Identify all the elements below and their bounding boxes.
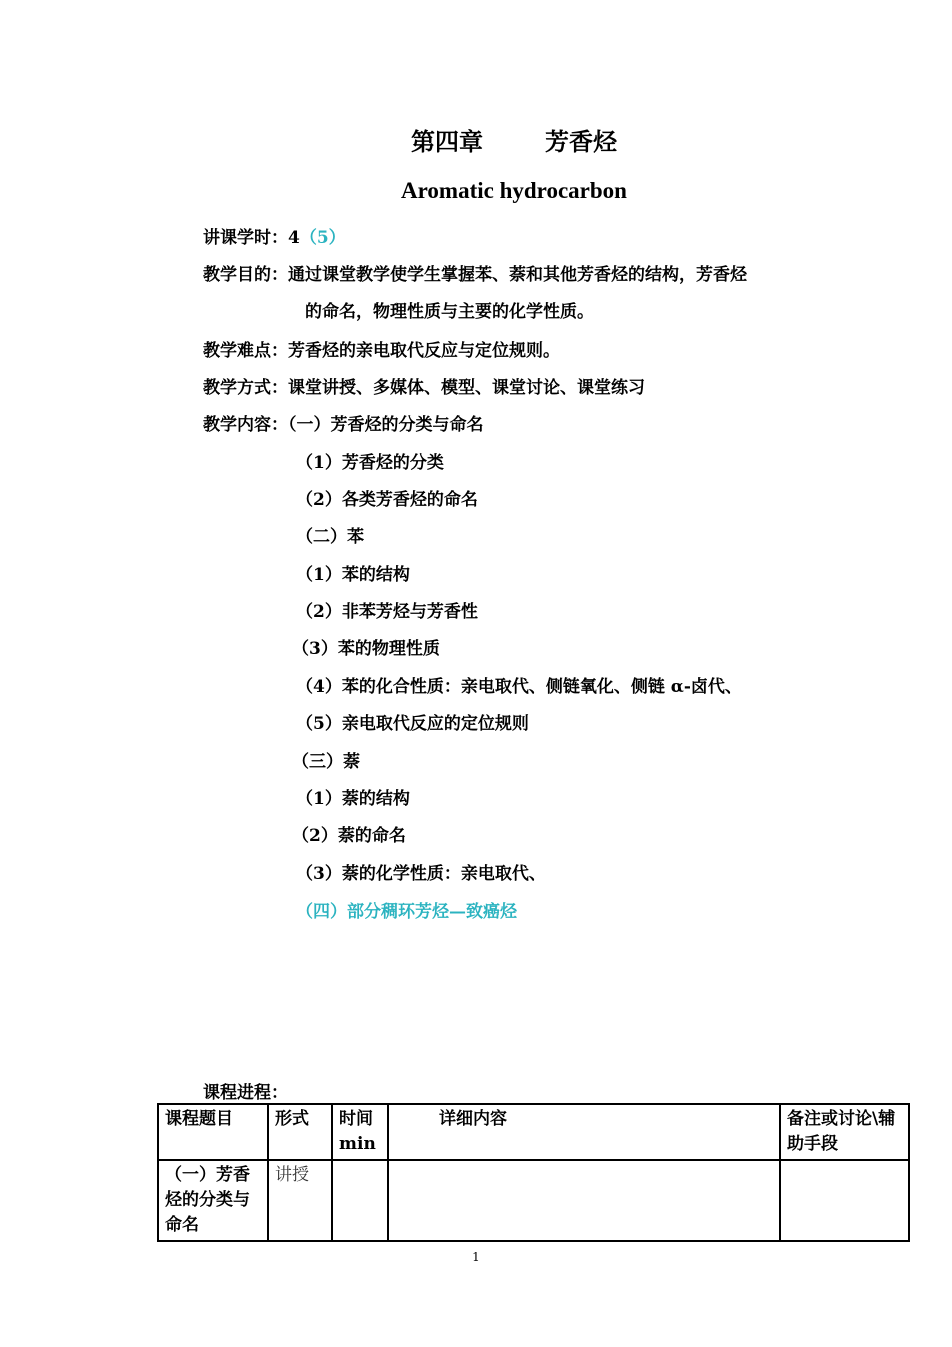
- method-line: [203, 373, 645, 398]
- header-time: 时间 min: [332, 1104, 388, 1160]
- course-progress-table: [157, 1103, 910, 1242]
- row-form: 讲授: [268, 1160, 332, 1241]
- hours-line: [203, 223, 346, 248]
- row-notes: [780, 1160, 909, 1241]
- hours-label: 讲课学时：: [203, 228, 288, 248]
- outline-item: （3）苯的物理性质: [292, 639, 440, 659]
- purpose-continuation: 的命名，物理性质与主要的化学性质。: [305, 302, 594, 322]
- hours-extra: （5）: [299, 228, 346, 248]
- chapter-english-title: Aromatic hydrocarbon: [401, 178, 627, 203]
- page-number: 1: [472, 1250, 480, 1264]
- outline-item: （1）萘的结构: [296, 789, 410, 809]
- outline-item: （2）非苯芳烃与芳香性: [296, 602, 478, 622]
- outline-item: （1）芳香烃的分类: [296, 453, 444, 473]
- row-time: [332, 1160, 388, 1241]
- purpose-label: 教学目的：: [203, 265, 288, 285]
- outline-item: （1）苯的结构: [296, 565, 410, 585]
- purpose-text: 通过课堂教学使学生掌握苯、萘和其他芳香烃的结构，芳香烃: [288, 265, 747, 285]
- outline-item: （5）亲电取代反应的定位规则: [296, 714, 529, 734]
- outline-item: （2）萘的命名: [292, 826, 406, 846]
- outline-item: （二）苯: [296, 527, 364, 547]
- outline-item-highlight: （四）部分稠环芳烃—致癌烃: [296, 902, 517, 922]
- row-topic: （一）芳香烃的分类与命名: [158, 1160, 268, 1241]
- header-detail: 详细内容: [388, 1104, 780, 1160]
- difficulty-line: [203, 336, 560, 361]
- content-line: [203, 410, 484, 435]
- table-row: [158, 1160, 909, 1241]
- outline-item: （三）萘: [292, 752, 360, 772]
- outline-item: （3）萘的化学性质：亲电取代、: [296, 864, 546, 884]
- hours-value: 4: [288, 228, 300, 248]
- method-label: 教学方式：: [203, 378, 288, 398]
- chapter-number: 第四章: [411, 127, 483, 156]
- header-notes: 备注或讨论\辅助手段: [780, 1104, 909, 1160]
- header-form: 形式: [268, 1104, 332, 1160]
- content-label: 教学内容：: [203, 415, 288, 435]
- difficulty-text: 芳香烃的亲电取代反应与定位规则。: [288, 341, 560, 361]
- method-text: 课堂讲授、多媒体、模型、课堂讨论、课堂练习: [288, 378, 645, 398]
- table-header-row: [158, 1104, 909, 1160]
- chapter-name: 芳香烃: [545, 127, 617, 156]
- chapter-title: [0, 122, 952, 157]
- difficulty-label: 教学难点：: [203, 341, 288, 361]
- outline-item: （2）各类芳香烃的命名: [296, 490, 478, 510]
- purpose-line: [203, 260, 747, 285]
- course-progress-label: 课程进程：: [203, 1083, 288, 1103]
- header-topic: 课程题目: [158, 1104, 268, 1160]
- outline-item: （4）苯的化合性质：亲电取代、侧链氧化、侧链 α-卤代、: [296, 677, 742, 697]
- row-detail: [388, 1160, 780, 1241]
- content-first-item: （一）芳香烃的分类与命名: [288, 415, 484, 435]
